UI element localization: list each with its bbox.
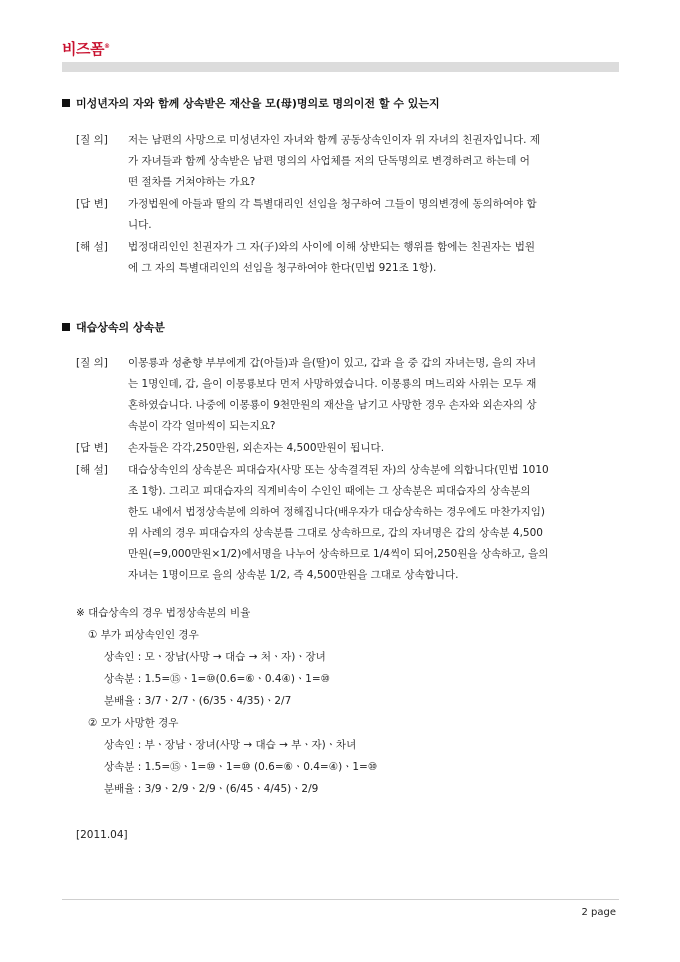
qa-line: 속분이 각각 얼마씩이 되는지요? [128, 420, 276, 432]
ratio-note [76, 602, 616, 800]
page-number: 2 page [581, 907, 616, 918]
section1-qa [76, 130, 616, 280]
bizforms-logo: 비즈폼® [62, 40, 110, 58]
qa-line: 만원(=9,000만원×1/2)에서명을 나누어 상속하므로 1/4씩이 되어,250원을 상속하고, 을의 [128, 548, 549, 560]
qa-item [76, 460, 616, 586]
qa-line: 가정법원에 아들과 딸의 각 특별대리인 선임을 청구하여 그들이 명의변경에 동의하여야 합 [128, 198, 537, 210]
document-date: [2011.04] [76, 829, 128, 841]
qa-item [76, 130, 616, 193]
case2-title: ② 모가 사망한 경우 [88, 717, 179, 729]
case1-line: 분배율 : 3/7ㆍ2/7ㆍ(6/35ㆍ4/35)ㆍ2/7 [104, 695, 292, 707]
qa-tag: [답 변] [76, 442, 108, 454]
qa-line: 는 1명인데, 갑, 을이 이몽룡보다 먼저 사망하였습니다. 이몽룡의 며느리와 사위는 모두 재 [128, 378, 537, 390]
qa-line: 손자들은 각각,250만원, 외손자는 4,500만원이 됩니다. [128, 442, 385, 454]
qa-line: 에 그 자의 특별대리인의 선임을 청구하여야 한다(민법 921조 1항). [128, 262, 437, 274]
qa-text [128, 194, 616, 236]
case2-line: 분배율 : 3/9ㆍ2/9ㆍ2/9ㆍ(6/45ㆍ4/45)ㆍ2/9 [104, 783, 319, 795]
qa-line: 대습상속인의 상속분은 피대습자(사망 또는 상속결격된 자)의 상속분에 의합니다(민법 1010 [128, 464, 549, 476]
qa-text [128, 438, 616, 459]
qa-item [76, 237, 616, 279]
header-bar [62, 62, 619, 72]
qa-line: 니다. [128, 219, 152, 231]
qa-line: 떤 절차를 거쳐야하는 가요? [128, 176, 256, 188]
qa-tag: [해 설] [76, 464, 108, 476]
qa-line: 한도 내에서 법정상속분에 의하여 정해집니다(배우자가 대습상속하는 경우에도 마찬가지임) [128, 506, 545, 518]
qa-text [128, 130, 616, 193]
case1-line: 상속분 : 1.5=⑮ㆍ1=⑩(0.6=⑥ㆍ0.4④)ㆍ1=⑩ [104, 673, 331, 685]
section2-qa [76, 353, 616, 587]
case2-line: 상속인 : 부ㆍ장남ㆍ장녀(사망 → 대습 → 부ㆍ자)ㆍ차녀 [104, 739, 357, 751]
qa-text [128, 237, 616, 279]
qa-text [128, 460, 616, 586]
case1-title: ① 부가 피상속인인 경우 [88, 629, 199, 641]
qa-tag: [질 의] [76, 134, 108, 146]
case2-line: 상속분 : 1.5=⑮ㆍ1=⑩ㆍ1=⑩ (0.6=⑥ㆍ0.4=④)ㆍ1=⑩ [104, 761, 378, 773]
section1-title: 미성년자의 자와 함께 상속받은 재산을 모(母)명의로 명의이전 할 수 있는지 [62, 95, 440, 111]
qa-item [76, 438, 616, 459]
qa-line: 혼하였습니다. 나중에 이몽룡이 9천만원의 재산을 남기고 사망한 경우 손자와 외손자의 상 [128, 399, 537, 411]
qa-line: 조 1항). 그리고 피대습자의 직계비속이 수인인 때에는 그 상속분은 피대습자의 상속분의 [128, 485, 531, 497]
section2-title: 대습상속의 상속분 [62, 319, 165, 335]
footer-divider [62, 899, 619, 900]
qa-line: 가 자녀들과 함께 상속받은 남편 명의의 사업체를 저의 단독명의로 변경하려고 하는데 어 [128, 155, 530, 167]
qa-tag: [질 의] [76, 357, 108, 369]
qa-item [76, 194, 616, 236]
bullet-square-icon [62, 323, 70, 331]
qa-line: 이몽룡과 성춘향 부부에게 갑(아들)과 을(딸)이 있고, 갑과 을 중 갑의 자녀는명, 을의 자녀 [128, 357, 536, 369]
qa-line: 저는 남편의 사망으로 미성년자인 자녀와 함께 공동상속인이자 위 자녀의 친권자입니다. 제 [128, 134, 541, 146]
bullet-square-icon [62, 99, 70, 107]
qa-item [76, 353, 616, 437]
qa-line: 법정대리인인 친권자가 그 자(子)와의 사이에 이해 상반되는 행위를 함에는 친권자는 법원 [128, 241, 536, 253]
qa-text [128, 353, 616, 437]
case1-line: 상속인 : 모ㆍ장남(사망 → 대습 → 처ㆍ자)ㆍ장녀 [104, 651, 326, 663]
qa-line: 위 사례의 경우 피대습자의 상속분를 그대로 상속하므로, 갑의 자녀명은 갑의 상속분 4,500 [128, 527, 543, 539]
qa-line: 자녀는 1명이므로 을의 상속분 1/2, 즉 4,500만원을 그대로 상속합니다. [128, 569, 459, 581]
qa-tag: [해 설] [76, 241, 108, 253]
qa-tag: [답 변] [76, 198, 108, 210]
note-heading: ※ 대습상속의 경우 법정상속분의 비율 [76, 607, 251, 619]
